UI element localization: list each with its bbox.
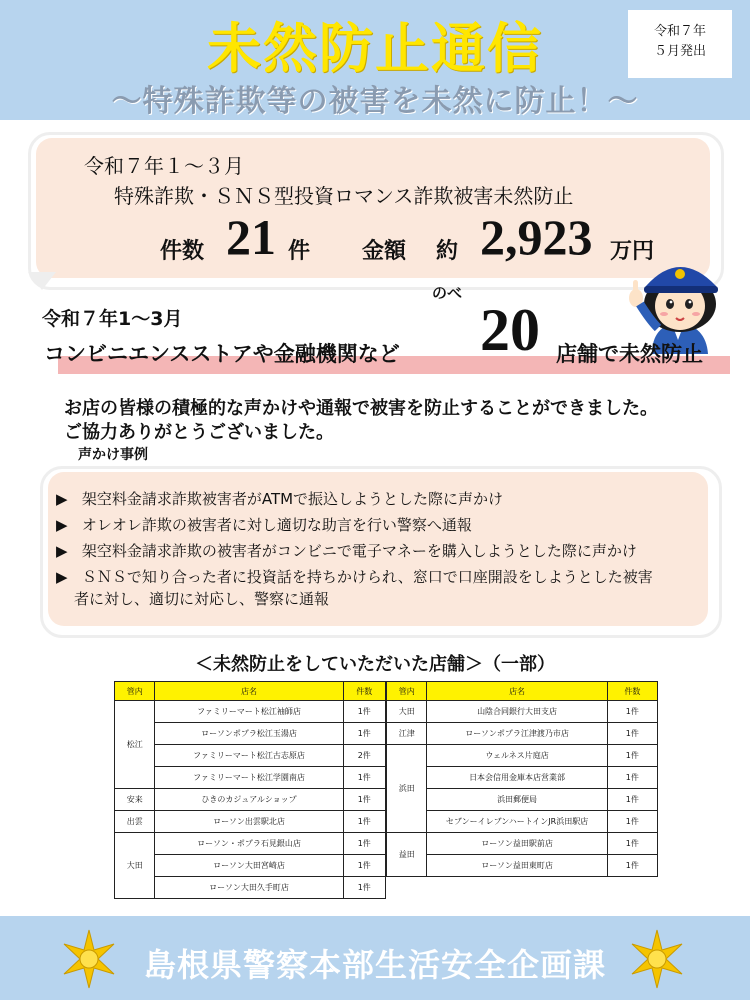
area-cell: 安来	[115, 789, 155, 811]
summary-bubble-tail	[28, 272, 56, 290]
example-item: ▶ オレオレ詐欺の被害者に対し適切な助言を行い警察へ通報	[56, 516, 472, 534]
table-row	[115, 789, 386, 811]
area-cell: 浜田	[387, 745, 427, 833]
example-item-continuation: 者に対し、適切に対応し、警察に通報	[74, 590, 330, 608]
table-row	[387, 855, 658, 877]
thanks-line-2: ご協力ありがとうございました。	[64, 422, 334, 443]
example-item: ▶ 架空料金請求詐欺の被害者がコンビニで電子マネーを購入しようとした際に声かけ	[56, 542, 637, 560]
store-cell: ローソン大田久手町店	[155, 877, 343, 899]
count-cell: 1件	[343, 767, 385, 789]
table-row	[387, 789, 658, 811]
store-cell: ローソンポプラ松江玉湯店	[155, 723, 343, 745]
count-label: 件数	[160, 239, 205, 264]
footer-organization: 島根県警察本部生活安全企画課	[143, 946, 606, 984]
count-cell: 1件	[343, 701, 385, 723]
store-cell: ローソン益田駅前店	[427, 833, 607, 855]
count-cell: 1件	[607, 833, 657, 855]
summary-period: 令和７年１～３月	[84, 154, 244, 178]
stores-table-title: ＜未然防止をしていただいた店舗＞（一部）	[195, 654, 555, 675]
store-cell: ローソン・ポプラ石見銀山店	[155, 833, 343, 855]
count-cell: 1件	[343, 723, 385, 745]
col-store: 店名	[427, 682, 607, 701]
example-item: ▶ ＳＮＳで知り合った者に投資話を持ちかけられ、窓口で口座開設をしようとした被害	[56, 568, 653, 586]
col-area: 管内	[115, 682, 155, 701]
examples-heading: 声かけ事例	[78, 447, 148, 463]
amount-prefix: 約	[436, 239, 459, 264]
count-cell: 1件	[607, 745, 657, 767]
store-cell: 山陰合同銀行大田支店	[427, 701, 607, 723]
stores-total-prefix: のべ	[432, 284, 463, 302]
summary-category: 特殊詐欺・ＳＮＳ型投資ロマンス詐欺被害未然防止	[114, 184, 574, 208]
count-cell: 1件	[343, 789, 385, 811]
area-cell: 出雲	[115, 811, 155, 833]
store-cell: 日本会信用金庫本店営業部	[427, 767, 607, 789]
store-cell: 浜田郵便局	[427, 789, 607, 811]
stores-description: コンビニエンスストアや金融機関など	[44, 342, 400, 366]
amount-value: 2,923	[480, 209, 593, 265]
example-item: ▶ 架空料金請求詐欺被害者がATMで振込しようとした際に声かけ	[56, 490, 504, 508]
table-row	[115, 701, 386, 723]
police-emblem-icon	[626, 928, 688, 990]
store-cell: ファミリーマート松江古志原店	[155, 745, 343, 767]
store-cell: ひきのカジュアルショップ	[155, 789, 343, 811]
issue-date-box	[628, 10, 732, 78]
store-cell: セブンーイレブンハートインJR浜田駅店	[427, 811, 607, 833]
table-row	[115, 877, 386, 899]
table-row	[115, 767, 386, 789]
store-cell: ローソン益田東町店	[427, 855, 607, 877]
area-cell: 大田	[387, 701, 427, 723]
store-cell: ローソンポプラ江津渡乃市店	[427, 723, 607, 745]
count-cell: 1件	[343, 855, 385, 877]
count-cell: 1件	[607, 701, 657, 723]
table-row	[387, 767, 658, 789]
count-cell: 1件	[607, 767, 657, 789]
page-subtitle: ～特殊詐欺等の被害を未然に防止！～	[111, 84, 639, 119]
area-cell: 江津	[387, 723, 427, 745]
stores-table-left	[114, 681, 386, 899]
issue-line-2: ５月発出	[653, 44, 706, 59]
table-row	[387, 833, 658, 855]
table-row	[115, 833, 386, 855]
table-row	[387, 723, 658, 745]
store-cell: ファミリーマート松江学園南店	[155, 767, 343, 789]
stores-period: 令和７年1～3月	[42, 308, 183, 330]
table-row	[115, 855, 386, 877]
store-cell: ファミリーマート松江袖師店	[155, 701, 343, 723]
count-value: 21	[226, 209, 276, 265]
col-area: 管内	[387, 682, 427, 701]
thanks-line-1: お店の皆様の積極的な声かけや通報で被害を防止することができました。	[64, 398, 658, 419]
stores-table-right	[386, 681, 658, 877]
col-store: 店名	[155, 682, 343, 701]
count-cell: 1件	[607, 811, 657, 833]
count-cell: 1件	[343, 833, 385, 855]
table-row	[387, 701, 658, 723]
count-cell: 1件	[607, 855, 657, 877]
store-cell: ローソン出雲駅北店	[155, 811, 343, 833]
table-row	[115, 811, 386, 833]
page-title: 未然防止通信	[207, 17, 543, 80]
table-row	[387, 745, 658, 767]
col-count: 件数	[343, 682, 385, 701]
amount-unit: 万円	[610, 239, 655, 264]
table-row	[387, 811, 658, 833]
count-cell: 1件	[343, 811, 385, 833]
count-cell: 2件	[343, 745, 385, 767]
col-count: 件数	[607, 682, 657, 701]
store-cell: ローソン大田宮崎店	[155, 855, 343, 877]
count-cell: 1件	[343, 877, 385, 899]
issue-line-1: 令和７年	[653, 24, 706, 39]
area-cell: 松江	[115, 701, 155, 789]
count-cell: 1件	[607, 789, 657, 811]
table-row	[115, 723, 386, 745]
count-unit: 件	[288, 239, 311, 264]
area-cell: 益田	[387, 833, 427, 877]
stores-count: 20	[480, 297, 540, 363]
area-cell: 大田	[115, 833, 155, 899]
table-row	[115, 745, 386, 767]
store-cell: ウェルネス片庭店	[427, 745, 607, 767]
stores-suffix: 店舗で未然防止	[556, 342, 703, 366]
amount-label: 金額	[362, 239, 407, 264]
count-cell: 1件	[607, 723, 657, 745]
